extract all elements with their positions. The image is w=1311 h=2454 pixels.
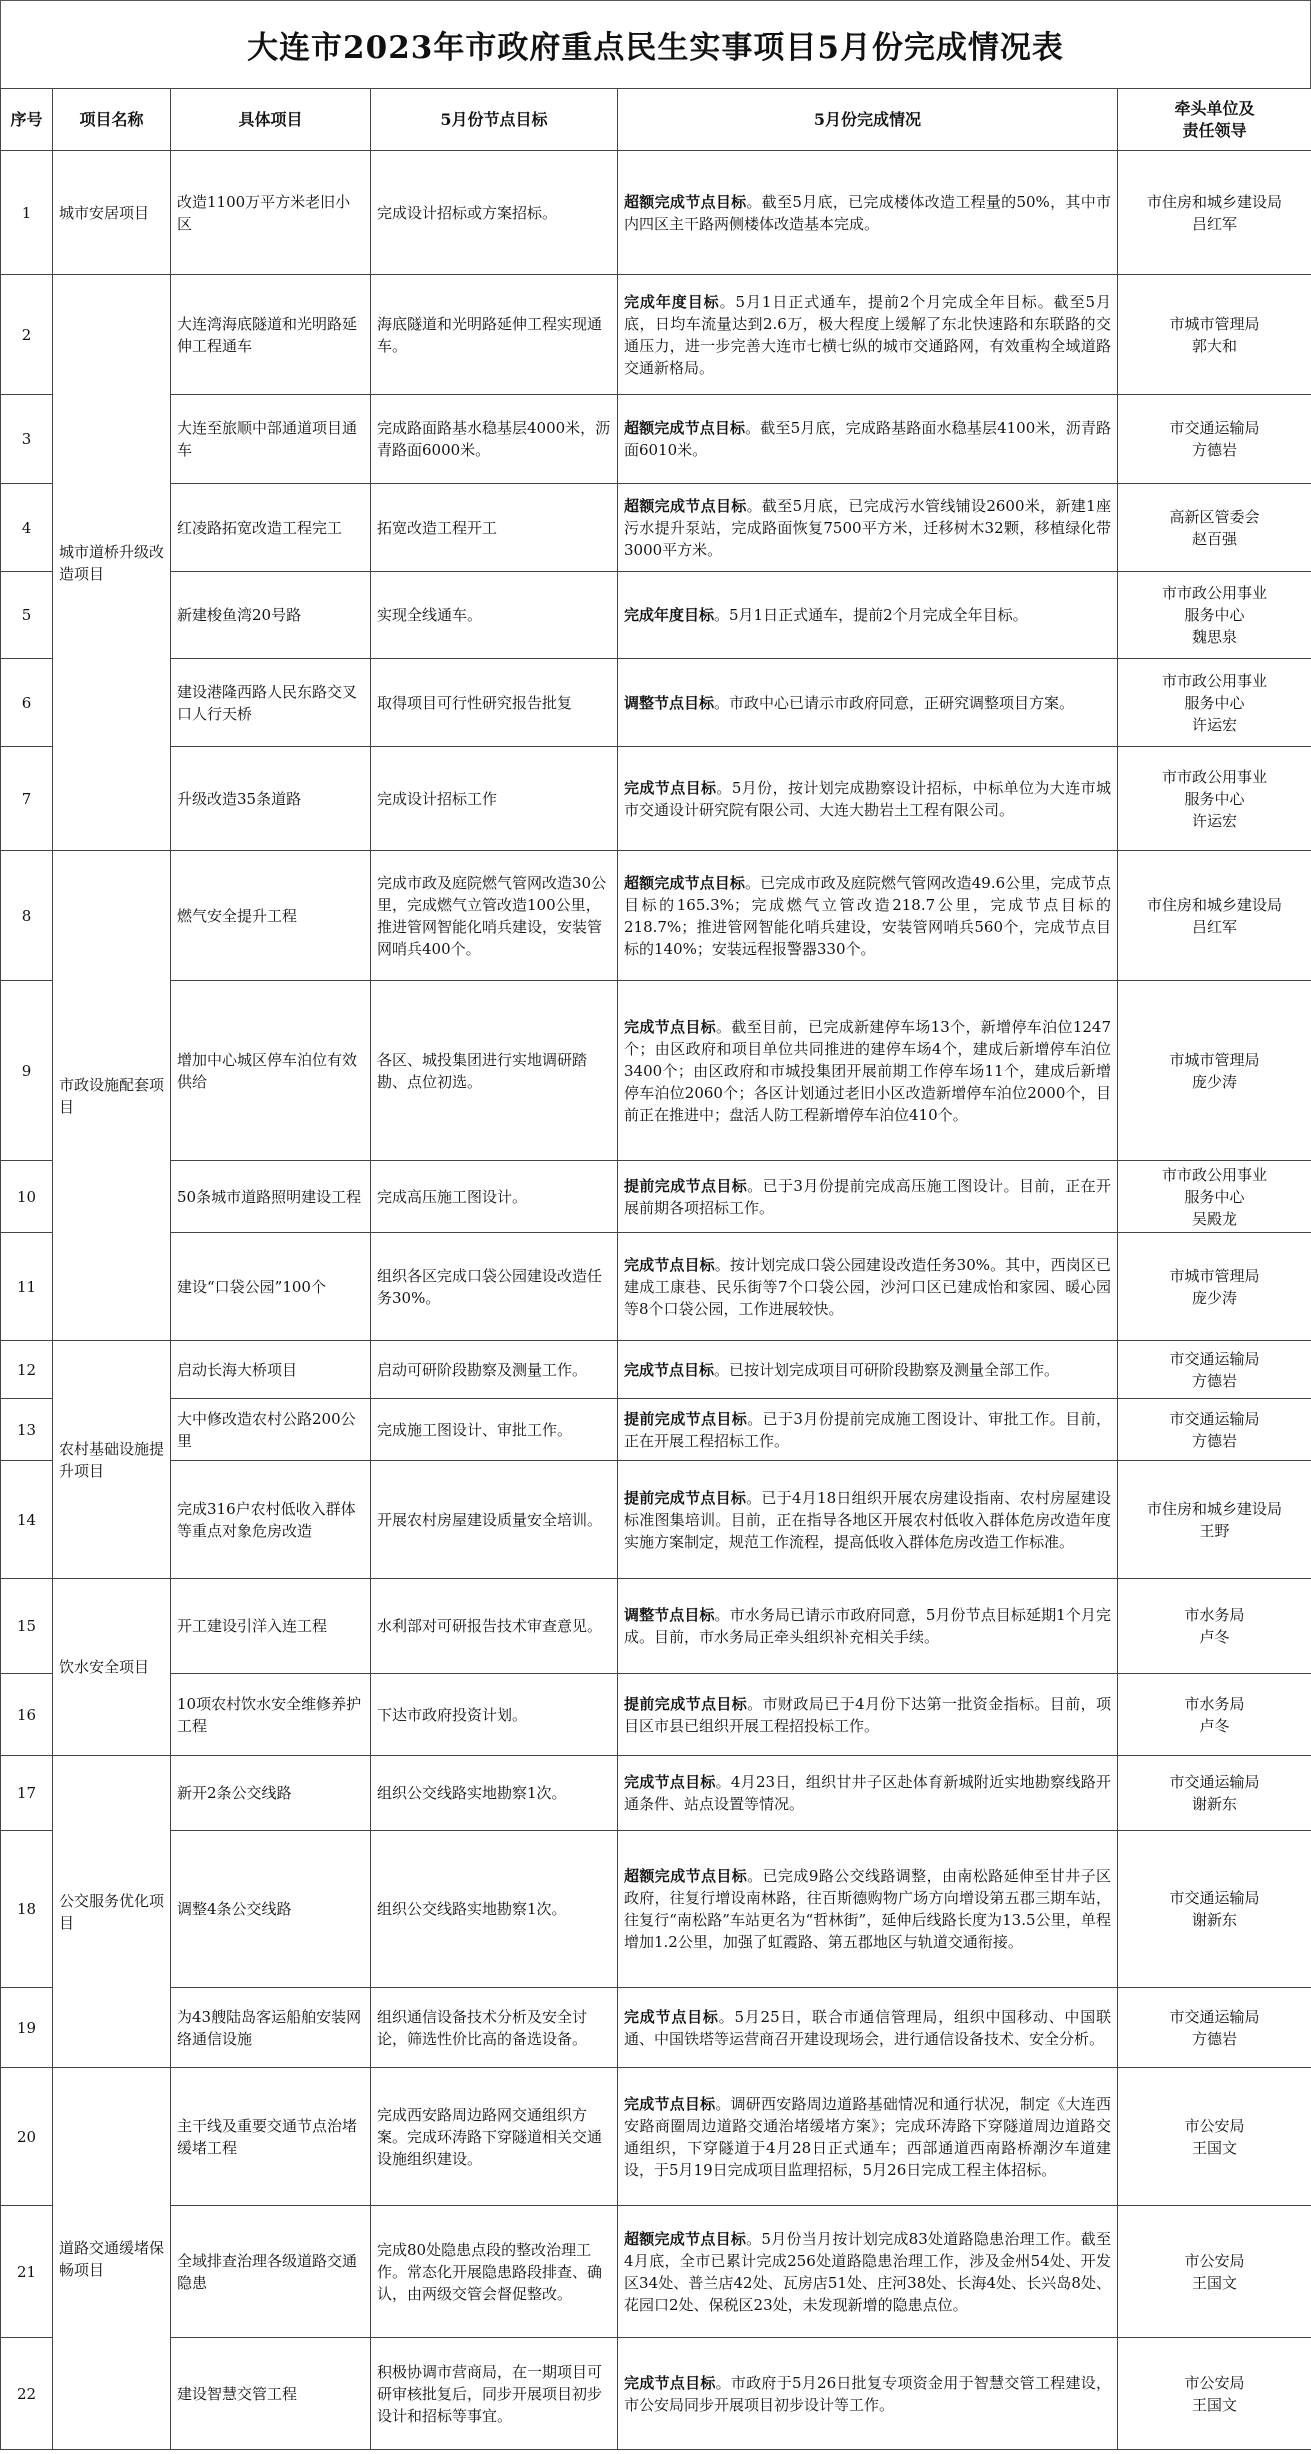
row-seq: 15 <box>1 1579 53 1674</box>
table-row <box>1 1988 1311 2068</box>
table-row <box>1 151 1311 275</box>
status-verdict: 完成节点目标 <box>624 2094 716 2113</box>
status-detail: 。截至5月底，完成路基路面水稳基层4100米，沥青路面6010米。 <box>624 419 1111 459</box>
row-goal: 积极协调市营商局，在一期项目可研审核批复后，同步开展项目初步设计和招标等事宜。 <box>371 2338 618 2450</box>
row-item: 红凌路拓宽改造工程完工 <box>171 484 371 572</box>
row-goal: 完成施工图设计、审批工作。 <box>371 1399 618 1461</box>
row-status <box>618 275 1118 395</box>
header-row <box>1 89 1311 151</box>
row-lead-unit: 市水务局 卢冬 <box>1118 1674 1311 1756</box>
table-row <box>1 1674 1311 1756</box>
table-row <box>1 659 1311 747</box>
row-item: 增加中心城区停车泊位有效供给 <box>171 981 371 1161</box>
row-lead-unit: 市交通运输局 方德岩 <box>1118 1341 1311 1399</box>
table-row <box>1 2068 1311 2206</box>
table-row <box>1 1461 1311 1579</box>
row-item: 主干线及重要交通节点治堵缓堵工程 <box>171 2068 371 2206</box>
row-seq: 10 <box>1 1161 53 1233</box>
row-status <box>618 1831 1118 1988</box>
status-detail: 。已按计划完成项目可研阶段勘察及测量全部工作。 <box>714 1360 1060 1379</box>
row-seq: 5 <box>1 572 53 659</box>
row-item: 大连至旅顺中部通道项目通车 <box>171 395 371 484</box>
table-row <box>1 1831 1311 1988</box>
table-row <box>1 1341 1311 1399</box>
row-lead-unit: 高新区管委会 赵百强 <box>1118 484 1311 572</box>
row-goal: 完成路面路基水稳基层4000米，沥青路面6000米。 <box>371 395 618 484</box>
row-lead-unit: 市市政公用事业 服务中心 吴殿龙 <box>1118 1161 1311 1233</box>
row-item: 改造1100万平方米老旧小区 <box>171 151 371 275</box>
row-status <box>618 1461 1118 1579</box>
status-detail: 。5月1日正式通车，提前2个月完成全年目标。 <box>714 606 1028 624</box>
status-detail: 。调研西安路周边道路基础情况和通行状况，制定《大连西安路商圈周边道路交通治堵缓堵方案》；完成环涛路下穿隧道周边道路交通组织，下穿隧道于4月28日正式通车；西部通道西南路桥潮汐车道建设，于5月19日完成项目监理招标，5月26日完成工程主体招标。 <box>624 2094 1111 2179</box>
row-lead-unit: 市城市管理局 郭大和 <box>1118 275 1311 395</box>
row-lead-unit: 市公安局 王国文 <box>1118 2206 1311 2338</box>
row-status <box>618 1988 1118 2068</box>
status-detail: 。市财政局已于4月份下达第一批资金指标。目前，项目区市县已组织开展工程招投标工作。 <box>624 1694 1111 1735</box>
row-seq: 22 <box>1 2338 53 2450</box>
status-verdict: 超额完成节点目标 <box>624 496 747 515</box>
status-verdict: 超额完成节点目标 <box>624 192 747 211</box>
status-verdict: 完成节点目标 <box>624 2373 716 2392</box>
table-row <box>1 275 1311 395</box>
row-lead-unit: 市城市管理局 庞少涛 <box>1118 981 1311 1161</box>
table-row <box>1 1161 1311 1233</box>
row-item: 为43艘陆岛客运船舶安装网络通信设施 <box>171 1988 371 2068</box>
row-status <box>618 1233 1118 1341</box>
row-lead-unit: 市市政公用事业 服务中心 魏思泉 <box>1118 572 1311 659</box>
row-seq: 13 <box>1 1399 53 1461</box>
table-row <box>1 484 1311 572</box>
table-row <box>1 572 1311 659</box>
row-item: 50条城市道路照明建设工程 <box>171 1161 371 1233</box>
table-row <box>1 851 1311 981</box>
row-goal: 下达市政府投资计划。 <box>371 1674 618 1756</box>
status-verdict: 完成节点目标 <box>624 778 717 797</box>
row-status <box>618 2068 1118 2206</box>
row-seq: 14 <box>1 1461 53 1579</box>
row-goal: 组织公交线路实地勘察1次。 <box>371 1831 618 1988</box>
row-goal: 水利部对可研报告技术审查意见。 <box>371 1579 618 1674</box>
status-detail: 。已完成9路公交线路调整，由南松路延伸至甘井子区政府，往复行增设南林路，往百斯德购物广场方向增设第五郡三期车站，往复行“南松路”车站更名为“哲林街”，延伸后线路长度为13.5公里，单程增加1.2公里，加强了虹霞路、第五郡地区与轨道交通衔接。 <box>624 1867 1111 1951</box>
row-status <box>618 1756 1118 1831</box>
row-goal: 完成市政及庭院燃气管网改造30公里，完成燃气立管改造100公里，推进管网智能化哨兵建设，安装管网哨兵400个。 <box>371 851 618 981</box>
row-item: 升级改造35条道路 <box>171 747 371 851</box>
row-seq: 20 <box>1 2068 53 2206</box>
header-seq: 序号 <box>1 89 53 151</box>
status-verdict: 完成节点目标 <box>624 1017 717 1036</box>
row-item: 新开2条公交线路 <box>171 1756 371 1831</box>
row-status <box>618 981 1118 1161</box>
row-item: 10项农村饮水安全维修养护工程 <box>171 1674 371 1756</box>
row-status <box>618 851 1118 981</box>
row-item: 燃气安全提升工程 <box>171 851 371 981</box>
status-detail: 。截至5月底，已完成楼体改造工程量的50%，其中市内四区主干路两侧楼体改造基本完成。 <box>624 192 1111 233</box>
header-status: 5月份完成情况 <box>618 89 1118 151</box>
row-item: 完成316户农村低收入群体等重点对象危房改造 <box>171 1461 371 1579</box>
row-goal: 拓宽改造工程开工 <box>371 484 618 572</box>
row-goal: 海底隧道和光明路延伸工程实现通车。 <box>371 275 618 395</box>
row-item: 建设港隆西路人民东路交叉口人行天桥 <box>171 659 371 747</box>
header-item: 具体项目 <box>171 89 371 151</box>
row-goal: 取得项目可行性研究报告批复 <box>371 659 618 747</box>
status-detail: 。5月25日，联合市通信管理局，组织中国移动、中国联通、中国铁塔等运营商召开建设现场会，进行通信设备技术、安全分析。 <box>624 2007 1111 2048</box>
status-detail: 。市政中心已请示市政府同意，正研究调整项目方案。 <box>714 693 1075 712</box>
table-row <box>1 2338 1311 2450</box>
row-category: 道路交通缓堵保畅项目 <box>53 2068 171 2450</box>
status-detail: 。已完成市政及庭院燃气管网改造49.6公里，完成节点目标的165.3%；完成燃气立管改造218.7公里，完成节点目标的218.7%；推进管网智能化哨兵建设，安装管网哨兵560个，完成节点目标的140%；安装远程报警器330个。 <box>624 873 1111 958</box>
row-goal: 完成设计招标或方案招标。 <box>371 151 618 275</box>
row-lead-unit: 市公安局 王国文 <box>1118 2068 1311 2206</box>
row-lead-unit: 市交通运输局 谢新东 <box>1118 1831 1311 1988</box>
status-verdict: 完成节点目标 <box>624 1255 715 1274</box>
row-lead-unit: 市住房和城乡建设局 王野 <box>1118 1461 1311 1579</box>
row-lead-unit: 市市政公用事业 服务中心 许运宏 <box>1118 659 1311 747</box>
row-lead-unit: 市交通运输局 方德岩 <box>1118 1988 1311 2068</box>
status-detail: 。5月份当月按计划完成83处道路隐患治理工作。截至4月底，全市已累计完成256处道路隐患治理工作，涉及金州54处、开发区34处、普兰店42处、瓦房店51处、庄河38处、长海4处、长兴岛8处、花园口2处、保税区23处，未发现新增的隐患点位。 <box>624 2229 1111 2314</box>
row-lead-unit: 市住房和城乡建设局 吕红军 <box>1118 151 1311 275</box>
row-status <box>618 1161 1118 1233</box>
row-category: 农村基础设施提升项目 <box>53 1341 171 1579</box>
status-verdict: 超额完成节点目标 <box>624 873 745 892</box>
status-verdict: 完成节点目标 <box>624 1773 716 1791</box>
row-seq: 21 <box>1 2206 53 2338</box>
status-verdict: 提前完成节点目标 <box>624 1176 748 1195</box>
row-seq: 17 <box>1 1756 53 1831</box>
row-seq: 18 <box>1 1831 53 1988</box>
row-goal: 完成高压施工图设计。 <box>371 1161 618 1233</box>
row-category: 城市安居项目 <box>53 151 171 275</box>
row-goal: 组织各区完成口袋公园建设改造任务30%。 <box>371 1233 618 1341</box>
row-item: 开工建设引洋入连工程 <box>171 1579 371 1674</box>
row-seq: 4 <box>1 484 53 572</box>
table-row <box>1 1233 1311 1341</box>
row-lead-unit: 市交通运输局 方德岩 <box>1118 395 1311 484</box>
row-status <box>618 1341 1118 1399</box>
row-goal: 实现全线通车。 <box>371 572 618 659</box>
row-lead-unit: 市交通运输局 谢新东 <box>1118 1756 1311 1831</box>
row-seq: 16 <box>1 1674 53 1756</box>
status-detail: 。4月23日，组织甘井子区赴体育新城附近实地勘察线路开通条件、站点设置等情况。 <box>624 1773 1111 1813</box>
row-lead-unit: 市交通运输局 方德岩 <box>1118 1399 1311 1461</box>
status-verdict: 超额完成节点目标 <box>624 419 746 437</box>
header-goal: 5月份节点目标 <box>371 89 618 151</box>
row-seq: 19 <box>1 1988 53 2068</box>
row-goal: 启动可研阶段勘察及测量工作。 <box>371 1341 618 1399</box>
row-status <box>618 1674 1118 1756</box>
row-item: 调整4条公交线路 <box>171 1831 371 1988</box>
row-item: 大中修改造农村公路200公里 <box>171 1399 371 1461</box>
row-seq: 11 <box>1 1233 53 1341</box>
row-lead-unit: 市公安局 王国文 <box>1118 2338 1311 2450</box>
row-goal: 各区、城投集团进行实地调研踏勘、点位初选。 <box>371 981 618 1161</box>
row-status <box>618 747 1118 851</box>
row-item: 建设智慧交管工程 <box>171 2338 371 2450</box>
header-category: 项目名称 <box>53 89 171 151</box>
row-status <box>618 2338 1118 2450</box>
status-verdict: 完成年度目标 <box>624 292 720 311</box>
row-category: 饮水安全项目 <box>53 1579 171 1756</box>
status-detail: 。市水务局已请示市政府同意，5月份节点目标延期1个月完成。目前，市水务局正牵头组织补充相关手续。 <box>624 1606 1111 1646</box>
row-status <box>618 659 1118 747</box>
status-detail: 。市政府于5月26日批复专项资金用于智慧交管工程建设，市公安局同步开展项目初步设计等工作。 <box>624 2373 1111 2414</box>
row-goal: 开展农村房屋建设质量安全培训。 <box>371 1461 618 1579</box>
row-goal: 完成设计招标工作 <box>371 747 618 851</box>
row-status <box>618 395 1118 484</box>
status-detail: 。已于3月份提前完成高压施工图设计。目前，正在开展前期各项招标工作。 <box>624 1176 1111 1217</box>
row-status <box>618 1579 1118 1674</box>
status-verdict: 调整节点目标 <box>624 693 715 712</box>
row-seq: 3 <box>1 395 53 484</box>
table-row <box>1 747 1311 851</box>
row-lead-unit: 市住房和城乡建设局 吕红军 <box>1118 851 1311 981</box>
row-goal: 完成西安路周边路网交通组织方案。完成环涛路下穿隧道相关交通设施组织建设。 <box>371 2068 618 2206</box>
table-row <box>1 981 1311 1161</box>
row-status <box>618 572 1118 659</box>
row-item: 启动长海大桥项目 <box>171 1341 371 1399</box>
status-verdict: 完成节点目标 <box>624 1360 715 1379</box>
row-seq: 12 <box>1 1341 53 1399</box>
status-verdict: 完成年度目标 <box>624 606 715 624</box>
row-seq: 7 <box>1 747 53 851</box>
row-status <box>618 1399 1118 1461</box>
row-lead-unit: 市市政公用事业 服务中心 许运宏 <box>1118 747 1311 851</box>
status-detail: 。5月1日正式通车，提前2个月完成全年目标。截至5月底，日均车流量达到2.6万，极大程度上缓解了东北快速路和东联路的交通压力，进一步完善大连市七横七纵的城市交通路网，有效重构全域道路交通新格局。 <box>624 292 1111 377</box>
row-goal: 组织公交线路实地勘察1次。 <box>371 1756 618 1831</box>
row-item: 新建梭鱼湾20号路 <box>171 572 371 659</box>
row-seq: 9 <box>1 981 53 1161</box>
table-row <box>1 2206 1311 2338</box>
table-row <box>1 1579 1311 1674</box>
table-row <box>1 1756 1311 1831</box>
status-verdict: 提前完成节点目标 <box>624 1488 747 1507</box>
row-category: 市政设施配套项目 <box>53 851 171 1341</box>
row-seq: 6 <box>1 659 53 747</box>
status-verdict: 调整节点目标 <box>624 1606 715 1624</box>
status-verdict: 提前完成节点目标 <box>624 1694 748 1713</box>
status-detail: 。截至目前，已完成新建停车场13个，新增停车泊位1247个；由区政府和项目单位共同推进的建停车场4个，建成后新增停车泊位3400个；由区政府和市城投集团开展前期工作停车场11个，建成后新增停车泊位2060个；各区计划通过老旧小区改造新增停车泊位2000个，目前正在推进中；盘活人防工程新增停车泊位410个。 <box>624 1017 1111 1124</box>
status-verdict: 提前完成节点目标 <box>624 1409 748 1428</box>
row-seq: 2 <box>1 275 53 395</box>
row-lead-unit: 市水务局 卢冬 <box>1118 1579 1311 1674</box>
status-detail: 。已于4月18日组织开展农房建设指南、农村房屋建设标准图集培训。目前，正在指导各地区开展农村低收入群体危房改造年度实施方案制定，规范工作流程，提高低收入群体危房改造工作标准。 <box>624 1488 1111 1551</box>
row-goal: 组织通信设备技术分析及安全讨论，筛选性价比高的备选设备。 <box>371 1988 618 2068</box>
row-seq: 8 <box>1 851 53 981</box>
row-category: 城市道桥升级改造项目 <box>53 275 171 851</box>
row-goal: 完成80处隐患点段的整改治理工作。常态化开展隐患路段排查、确认，由两级交管会督促整改。 <box>371 2206 618 2338</box>
row-seq: 1 <box>1 151 53 275</box>
row-lead-unit: 市城市管理局 庞少涛 <box>1118 1233 1311 1341</box>
row-item: 大连湾海底隧道和光明路延伸工程通车 <box>171 275 371 395</box>
row-item: 全域排查治理各级道路交通隐患 <box>171 2206 371 2338</box>
page-title: 大连市2023年市政府重点民生实事项目5月份完成情况表 <box>0 0 1311 88</box>
status-detail: 。已于3月份提前完成施工图设计、审批工作。目前，正在开展工程招标工作。 <box>624 1409 1111 1450</box>
status-detail: 。截至5月底，已完成污水管线铺设2600米，新建1座污水提升泵站，完成路面恢复7500平方米，迁移树木32颗，移植绿化带3000平方米。 <box>624 496 1111 559</box>
row-item: 建设“口袋公园”100个 <box>171 1233 371 1341</box>
header-lead: 牵头单位及 责任领导 <box>1118 89 1311 151</box>
table-row <box>1 1399 1311 1461</box>
table-row <box>1 395 1311 484</box>
status-detail: 。5月份，按计划完成勘察设计招标，中标单位为大连市城市交通设计研究院有限公司、大连大勘岩土工程有限公司。 <box>624 778 1111 819</box>
row-status <box>618 484 1118 572</box>
row-status <box>618 2206 1118 2338</box>
status-detail: 。按计划完成口袋公园建设改造任务30%。其中，西岗区已建成工康巷、民乐街等7个口袋公园，沙河口区已建成怡和家园、暖心园等8个口袋公园，工作进展较快。 <box>624 1255 1111 1318</box>
status-verdict: 超额完成节点目标 <box>624 2229 747 2248</box>
status-verdict: 完成节点目标 <box>624 2007 719 2026</box>
table-body <box>1 89 1311 2450</box>
row-status <box>618 151 1118 275</box>
row-category: 公交服务优化项目 <box>53 1756 171 2068</box>
status-verdict: 超额完成节点目标 <box>624 1867 748 1885</box>
progress-table <box>0 88 1311 2450</box>
